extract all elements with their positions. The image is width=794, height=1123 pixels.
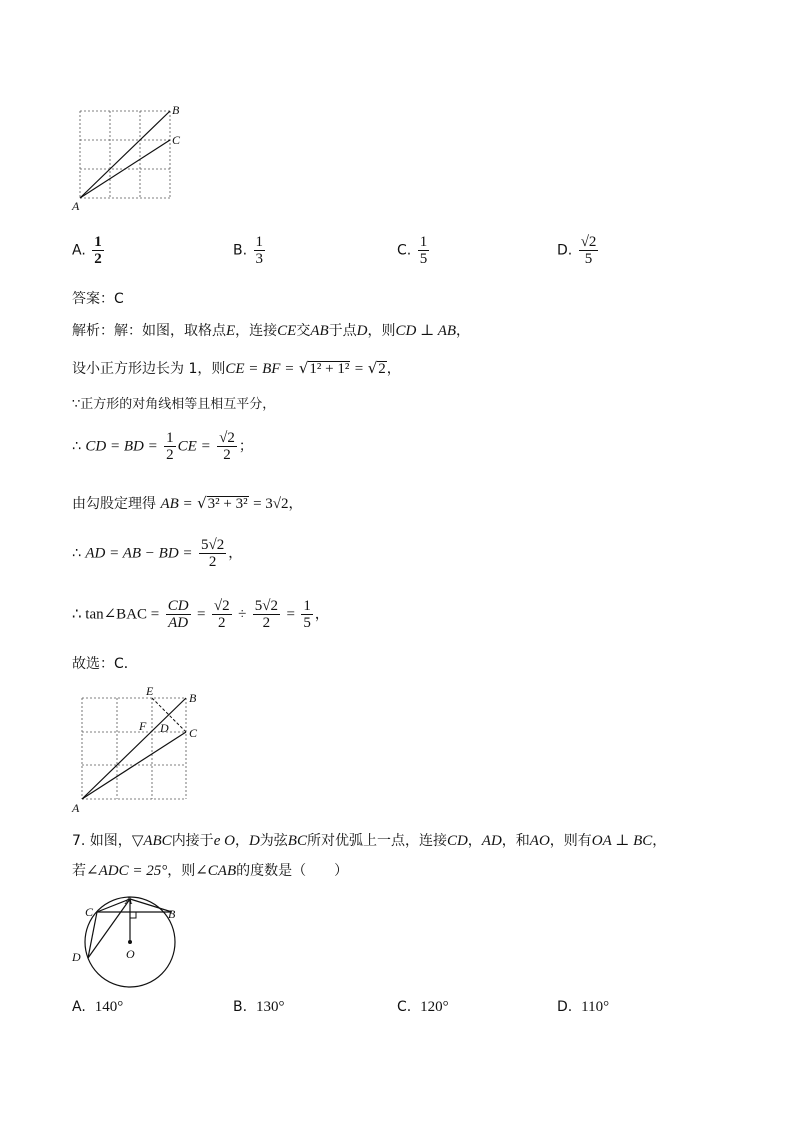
fig2-label-b: B xyxy=(189,691,197,705)
analysis-line-4: ∴ CD = BD = $\frac{1}{2}$ CE = $\frac{√2}{2}$ ； xyxy=(72,430,253,463)
fig3-label-o: O xyxy=(126,947,135,961)
fig2-label-f: F xyxy=(139,719,147,733)
fig2-label-c: C xyxy=(189,726,198,740)
figure-circle xyxy=(66,892,186,992)
figure-grid-abcdef xyxy=(66,684,216,816)
choose-line: 故选：C． xyxy=(72,656,138,672)
fig2-label-d: D xyxy=(160,721,169,735)
q6-option-c-letter: C. xyxy=(397,242,412,259)
fig3-label-d: D xyxy=(72,950,81,964)
analysis-line-7: ∴ tan∠BAC = $\frac{CD}{AD}$ = $\frac{√2}{2}$ ÷ $\frac{5√2}{2}$ = $\frac{1}{5}$ ， xyxy=(72,598,329,631)
fig1-label-b: B xyxy=(172,103,180,117)
q6-option-a xyxy=(72,234,106,267)
q6-option-b-value: $\frac{1}{3}$ xyxy=(255,234,264,267)
analysis-line-3: ∵正方形的对角线相等且相互平分， xyxy=(72,397,276,412)
analysis-line-6: ∴ AD = AB − BD = $\frac{5√2}{2}$ ， xyxy=(72,537,243,570)
q7-line-1: 7. 如图，▽ABC内接于e O，D为弦BC所对优弧上一点，连接CD，AD，和AO，则有OA ⊥ BC， xyxy=(72,833,667,849)
fig3-label-c: C xyxy=(85,905,94,919)
q6-option-d-value: $\frac{√2}{5}$ xyxy=(580,234,597,267)
figure-grid-abc xyxy=(66,100,196,215)
q7-option-d: D. 110° xyxy=(557,999,610,1015)
q7-option-c: C. 120° xyxy=(397,999,449,1015)
fig3-label-a: A xyxy=(125,893,133,907)
q6-option-c xyxy=(397,234,431,267)
analysis-line-2: 设小正方形边长为 1，则CE = BF = √1² + 1² = √2， xyxy=(72,359,401,377)
q6-option-c-value: $\frac{1}{5}$ xyxy=(419,234,428,267)
q6-option-d xyxy=(557,234,600,267)
q6-option-d-letter: D. xyxy=(557,242,573,259)
analysis-line-5: 由勾股定理得 AB = √3² + 3² = 3√2， xyxy=(72,494,303,512)
q6-option-b-letter: B. xyxy=(233,242,248,259)
q6-option-b xyxy=(233,234,267,267)
fig3-label-b: B xyxy=(168,907,176,921)
analysis-line-1: 解析：解：如图，取格点E，连接CE交AB于点D，则CD ⊥ AB， xyxy=(72,323,471,339)
q7-option-a: A. 140° xyxy=(72,999,124,1015)
q7-line-2: 若∠ADC = 25°，则∠CAB的度数是（ ） xyxy=(72,863,349,879)
q7-option-b: B. 130° xyxy=(233,999,285,1015)
fig2-label-a: A xyxy=(72,801,80,815)
q6-option-a-letter: A. xyxy=(72,242,86,259)
answer-line: 答案：C xyxy=(72,291,124,307)
q6-option-a-value: $\frac{1}{2}$ xyxy=(94,234,102,267)
fig1-label-a: A xyxy=(72,199,80,213)
fig2-label-e: E xyxy=(146,684,154,698)
fig1-label-c: C xyxy=(172,133,181,147)
